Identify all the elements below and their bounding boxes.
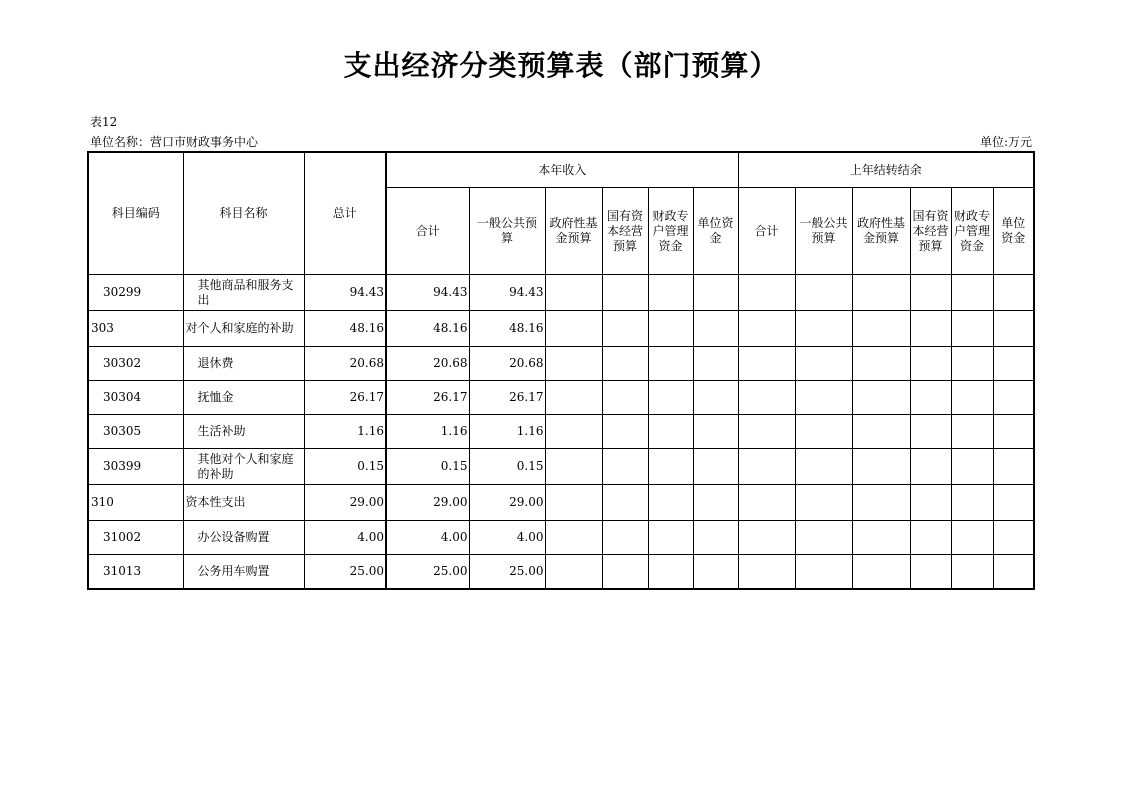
empty-cell bbox=[545, 415, 602, 449]
empty-cell bbox=[738, 521, 795, 555]
empty-cell bbox=[993, 555, 1034, 589]
table-row bbox=[88, 275, 1034, 311]
empty-cell bbox=[795, 347, 852, 381]
empty-cell bbox=[951, 415, 993, 449]
table-row bbox=[88, 485, 1034, 521]
empty-cell bbox=[852, 381, 910, 415]
row-general: 29.00 bbox=[469, 485, 545, 521]
empty-cell bbox=[795, 449, 852, 485]
row-general: 26.17 bbox=[469, 381, 545, 415]
table-row bbox=[88, 521, 1034, 555]
empty-cell bbox=[693, 555, 738, 589]
header-unit-funds: 单位资金 bbox=[693, 188, 738, 275]
empty-cell bbox=[852, 521, 910, 555]
header-name: 科目名称 bbox=[183, 152, 304, 275]
empty-cell bbox=[545, 485, 602, 521]
row-code: 30399 bbox=[88, 449, 183, 485]
empty-cell bbox=[693, 485, 738, 521]
empty-cell bbox=[795, 311, 852, 347]
row-sum: 29.00 bbox=[386, 485, 469, 521]
empty-cell bbox=[545, 449, 602, 485]
header-gov-fund: 政府性基金预算 bbox=[545, 188, 602, 275]
row-name: 办公设备购置 bbox=[183, 521, 304, 555]
empty-cell bbox=[545, 555, 602, 589]
header-code: 科目编码 bbox=[88, 152, 183, 275]
empty-cell bbox=[602, 381, 648, 415]
empty-cell bbox=[602, 555, 648, 589]
empty-cell bbox=[910, 485, 951, 521]
empty-cell bbox=[910, 555, 951, 589]
empty-cell bbox=[910, 275, 951, 311]
empty-cell bbox=[910, 381, 951, 415]
row-name: 退休费 bbox=[183, 347, 304, 381]
header-c-fiscal-special: 财政专户管理资金 bbox=[951, 188, 993, 275]
row-code: 310 bbox=[88, 485, 183, 521]
empty-cell bbox=[602, 521, 648, 555]
empty-cell bbox=[951, 347, 993, 381]
row-name: 对个人和家庭的补助 bbox=[183, 311, 304, 347]
empty-cell bbox=[545, 521, 602, 555]
row-name: 资本性支出 bbox=[183, 485, 304, 521]
table-row bbox=[88, 381, 1034, 415]
empty-cell bbox=[795, 485, 852, 521]
table-number: 表12 bbox=[90, 115, 118, 129]
row-name: 其他商品和服务支出 bbox=[183, 275, 304, 311]
row-code: 30302 bbox=[88, 347, 183, 381]
row-general: 48.16 bbox=[469, 311, 545, 347]
row-code: 30304 bbox=[88, 381, 183, 415]
empty-cell bbox=[693, 311, 738, 347]
empty-cell bbox=[852, 415, 910, 449]
empty-cell bbox=[852, 555, 910, 589]
empty-cell bbox=[910, 521, 951, 555]
empty-cell bbox=[738, 275, 795, 311]
table-row bbox=[88, 311, 1034, 347]
empty-cell bbox=[993, 347, 1034, 381]
empty-cell bbox=[602, 311, 648, 347]
empty-cell bbox=[910, 415, 951, 449]
empty-cell bbox=[648, 275, 693, 311]
header-c-gov-fund: 政府性基金预算 bbox=[852, 188, 910, 275]
empty-cell bbox=[852, 275, 910, 311]
header-c-unit-funds: 单位资金 bbox=[993, 188, 1034, 275]
empty-cell bbox=[602, 347, 648, 381]
row-total: 29.00 bbox=[304, 485, 386, 521]
empty-cell bbox=[738, 311, 795, 347]
row-sum: 48.16 bbox=[386, 311, 469, 347]
empty-cell bbox=[602, 415, 648, 449]
empty-cell bbox=[738, 449, 795, 485]
row-general: 25.00 bbox=[469, 555, 545, 589]
row-general: 0.15 bbox=[469, 449, 545, 485]
header-current-income: 本年收入 bbox=[386, 152, 738, 188]
empty-cell bbox=[738, 381, 795, 415]
row-general: 20.68 bbox=[469, 347, 545, 381]
empty-cell bbox=[852, 347, 910, 381]
empty-cell bbox=[602, 485, 648, 521]
row-total: 26.17 bbox=[304, 381, 386, 415]
empty-cell bbox=[693, 415, 738, 449]
empty-cell bbox=[738, 555, 795, 589]
empty-cell bbox=[795, 521, 852, 555]
empty-cell bbox=[602, 275, 648, 311]
row-total: 0.15 bbox=[304, 449, 386, 485]
empty-cell bbox=[545, 275, 602, 311]
unit-name: 单位名称：营口市财政事务中心 bbox=[90, 135, 259, 149]
empty-cell bbox=[545, 347, 602, 381]
empty-cell bbox=[951, 311, 993, 347]
empty-cell bbox=[993, 485, 1034, 521]
empty-cell bbox=[951, 521, 993, 555]
budget-table bbox=[87, 151, 1035, 590]
row-sum: 4.00 bbox=[386, 521, 469, 555]
row-total: 25.00 bbox=[304, 555, 386, 589]
empty-cell bbox=[795, 275, 852, 311]
table-row bbox=[88, 347, 1034, 381]
empty-cell bbox=[910, 311, 951, 347]
row-code: 30299 bbox=[88, 275, 183, 311]
row-total: 4.00 bbox=[304, 521, 386, 555]
empty-cell bbox=[738, 415, 795, 449]
header-sum: 合计 bbox=[386, 188, 469, 275]
empty-cell bbox=[795, 555, 852, 589]
currency-unit: 单位:万元 bbox=[979, 135, 1032, 149]
empty-cell bbox=[545, 381, 602, 415]
empty-cell bbox=[993, 275, 1034, 311]
row-total: 48.16 bbox=[304, 311, 386, 347]
empty-cell bbox=[693, 347, 738, 381]
header-c-sum: 合计 bbox=[738, 188, 795, 275]
empty-cell bbox=[738, 347, 795, 381]
empty-cell bbox=[993, 521, 1034, 555]
empty-cell bbox=[910, 347, 951, 381]
header-carryover: 上年结转结余 bbox=[738, 152, 1034, 188]
empty-cell bbox=[993, 381, 1034, 415]
row-code: 31013 bbox=[88, 555, 183, 589]
empty-cell bbox=[951, 485, 993, 521]
table-row bbox=[88, 449, 1034, 485]
empty-cell bbox=[951, 275, 993, 311]
empty-cell bbox=[648, 415, 693, 449]
empty-cell bbox=[648, 311, 693, 347]
empty-cell bbox=[602, 449, 648, 485]
row-sum: 20.68 bbox=[386, 347, 469, 381]
row-name: 其他对个人和家庭的补助 bbox=[183, 449, 304, 485]
table-row bbox=[88, 415, 1034, 449]
header-general: 一般公共预算 bbox=[469, 188, 545, 275]
empty-cell bbox=[693, 449, 738, 485]
row-total: 1.16 bbox=[304, 415, 386, 449]
row-name: 公务用车购置 bbox=[183, 555, 304, 589]
empty-cell bbox=[693, 381, 738, 415]
header-state-capital: 国有资本经营预算 bbox=[602, 188, 648, 275]
row-sum: 94.43 bbox=[386, 275, 469, 311]
empty-cell bbox=[795, 381, 852, 415]
empty-cell bbox=[648, 347, 693, 381]
row-name: 抚恤金 bbox=[183, 381, 304, 415]
empty-cell bbox=[951, 555, 993, 589]
empty-cell bbox=[648, 555, 693, 589]
empty-cell bbox=[993, 415, 1034, 449]
row-code: 30305 bbox=[88, 415, 183, 449]
empty-cell bbox=[738, 485, 795, 521]
empty-cell bbox=[693, 275, 738, 311]
row-sum: 26.17 bbox=[386, 381, 469, 415]
row-code: 31002 bbox=[88, 521, 183, 555]
empty-cell bbox=[795, 415, 852, 449]
header-fiscal-special: 财政专户管理资金 bbox=[648, 188, 693, 275]
row-sum: 25.00 bbox=[386, 555, 469, 589]
page-title: 支出经济分类预算表（部门预算） bbox=[343, 49, 779, 82]
row-total: 20.68 bbox=[304, 347, 386, 381]
header-c-general: 一般公共预算 bbox=[795, 188, 852, 275]
empty-cell bbox=[993, 311, 1034, 347]
empty-cell bbox=[951, 381, 993, 415]
empty-cell bbox=[852, 485, 910, 521]
empty-cell bbox=[648, 485, 693, 521]
empty-cell bbox=[545, 311, 602, 347]
row-general: 94.43 bbox=[469, 275, 545, 311]
row-general: 4.00 bbox=[469, 521, 545, 555]
empty-cell bbox=[693, 521, 738, 555]
table-row bbox=[88, 555, 1034, 589]
empty-cell bbox=[648, 449, 693, 485]
empty-cell bbox=[993, 449, 1034, 485]
empty-cell bbox=[852, 449, 910, 485]
header-c-state-capital: 国有资本经营预算 bbox=[910, 188, 951, 275]
row-sum: 1.16 bbox=[386, 415, 469, 449]
empty-cell bbox=[648, 521, 693, 555]
row-sum: 0.15 bbox=[386, 449, 469, 485]
row-general: 1.16 bbox=[469, 415, 545, 449]
row-total: 94.43 bbox=[304, 275, 386, 311]
empty-cell bbox=[910, 449, 951, 485]
row-code: 303 bbox=[88, 311, 183, 347]
empty-cell bbox=[951, 449, 993, 485]
empty-cell bbox=[648, 381, 693, 415]
header-total: 总计 bbox=[304, 152, 386, 275]
empty-cell bbox=[852, 311, 910, 347]
row-name: 生活补助 bbox=[183, 415, 304, 449]
